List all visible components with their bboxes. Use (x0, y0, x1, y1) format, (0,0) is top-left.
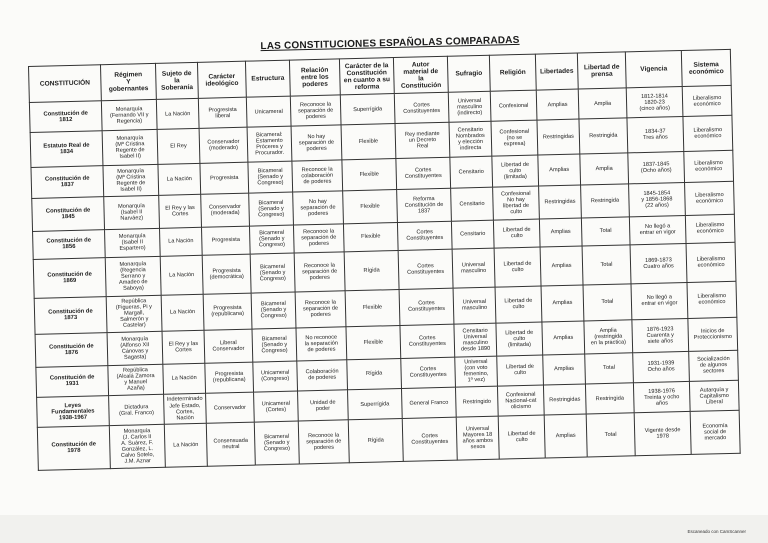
cell-sistema-economico: Liberalismo económico (684, 150, 734, 183)
scan-margin (0, 515, 768, 543)
cell-estructura: Bicameral (Senado y Congreso) (249, 225, 294, 254)
header-constitucion: CONSTITUCIÓN (29, 65, 102, 103)
cell-relacion-poderes: No hay separación de poderes (291, 125, 342, 161)
header-sistema-economico: Sistema económico (681, 49, 731, 86)
cell-soberania: La Nación (158, 163, 201, 195)
cell-vigencia: 1837-1845 (Ocho años) (628, 151, 685, 184)
cell-relacion-poderes: Reconoce la separación de poderes (290, 95, 341, 127)
cell-constitucion: Estatuto Real de 1834 (30, 131, 103, 167)
cell-regimen: Monarquía (Regencia Serrano y Amadeo de Saboya) (105, 256, 161, 296)
header-caracter-reforma: Carácter de la Constitución en cuanto a su reforma (339, 58, 394, 95)
header-libertades: Libertades (535, 53, 578, 90)
cell-caracter-ideologico: Consensuada neutral (206, 422, 255, 466)
cell-sistema-economico: Liberalismo económico (687, 281, 737, 319)
cell-estructura: Bicameral: Estamento Próceres y Procurador. (247, 126, 292, 162)
header-religion: Religión (489, 54, 536, 91)
cell-relacion-poderes: Reconoce la separación de poderes (298, 420, 349, 464)
cell-caracter-reforma: Rígida (344, 251, 399, 291)
cell-sistema-economico: Socialización de algunos sectores (689, 350, 739, 382)
cell-soberania: La Nación (163, 363, 206, 394)
cell-regimen: Monarquía (Isabel II Narváez) (104, 196, 160, 230)
cell-caracter-reforma: Rígida (348, 419, 403, 463)
cell-estructura: Bicameral (Senado y Congreso) (248, 161, 293, 193)
cell-autor-material: Cortes Constituyentes (397, 221, 452, 251)
cell-estructura: Bicameral (Senado y Congreso) (251, 292, 296, 330)
cell-autor-material: Rey mediante un Decreto Real (395, 123, 450, 159)
cell-libertad-prensa: Restringida (581, 184, 630, 218)
cell-sistema-economico: Autarquía y Capitalismo Liberal (689, 380, 739, 412)
cell-estructura: Bicameral (Senado y Congreso) (252, 328, 297, 362)
cell-religion: Libertad de culto (495, 286, 542, 324)
cell-sufragio: Universal Mayores 18 años ambos sexos (456, 416, 499, 460)
cell-relacion-poderes: No hay separación de poderes (293, 191, 344, 225)
cell-religion: Libertad de culto (494, 247, 541, 287)
cell-constitucion: Constitución de 1856 (33, 229, 106, 259)
cell-caracter-ideologico: Progresista (200, 162, 249, 195)
cell-vigencia: No llegó a entrar en vigor (629, 215, 686, 245)
header-estructura: Estructura (245, 60, 290, 97)
cell-vigencia: No llegó a entrar en vigor (631, 282, 688, 320)
header-sufragio: Sufragio (447, 55, 490, 92)
cell-relacion-poderes: Unidad de poder (298, 390, 349, 422)
cell-libertad-prensa: Amplia (restringida en la práctica) (584, 320, 633, 354)
cell-caracter-reforma: Flexible (346, 326, 401, 360)
cell-libertad-prensa: Amplia (578, 88, 627, 120)
cell-relacion-poderes: No reconoce la separación de poderes (296, 327, 347, 361)
cell-caracter-ideologico: Progresista (201, 226, 250, 256)
cell-caracter-ideologico: Progresista (democrática) (202, 254, 251, 294)
cell-autor-material: Cortes Constituyentes (399, 288, 454, 326)
cell-soberania: La Nación (159, 227, 202, 256)
cell-regimen: Monarquía (J. Carlos II A. Suárez, F. González, L. Calvo Sotelo, J.M. Aznar (109, 425, 165, 469)
cell-libertad-prensa: Total (581, 217, 630, 247)
cell-libertad-prensa: Total (585, 352, 634, 384)
cell-constitucion: Constitución de 1873 (34, 296, 107, 334)
cell-estructura: Bicameral (Senado y Congreso) (254, 421, 299, 465)
cell-religion: Libertad de culto (497, 355, 544, 387)
cell-estructura: Bicameral (Senado y Congreso) (249, 192, 294, 226)
cell-sistema-economico: Inicios de Proteccionismo (688, 317, 738, 351)
cell-constitucion: Constitución de 1978 (37, 426, 110, 470)
cell-libertad-prensa: Total (583, 283, 632, 321)
cell-sufragio: Universal masculino (453, 287, 496, 324)
cell-relacion-poderes: Reconoce la separación de poderes (294, 252, 345, 292)
cell-relacion-poderes: Reconoce la separación de poderes (293, 224, 344, 254)
cell-constitucion: Constitución de 1812 (29, 101, 102, 133)
cell-religion: Confesional (no se expresa) (491, 120, 538, 156)
cell-relacion-poderes: Colaboración de poderes (297, 359, 348, 391)
cell-autor-material: Cortes Constituyentes (401, 357, 456, 389)
comparison-table-wrapper (28, 49, 740, 471)
cell-estructura: Unicameral (246, 96, 291, 127)
cell-autor-material: Cortes Constituyentes (402, 417, 457, 461)
cell-sufragio: Censitario (451, 187, 494, 220)
cell-regimen: Monarquía (Fernando VII y Regencia) (101, 99, 157, 131)
header-regimen: Régimen Y gobernantes (100, 63, 156, 100)
scanner-watermark: Escaneado con CamScanner (687, 529, 746, 534)
cell-libertad-prensa: Restringida (585, 383, 634, 415)
cell-regimen: Monarquía (Alfonso XII Cánovas y Sagasta) (107, 331, 163, 365)
cell-sufragio: Universal masculino (indirecto) (448, 91, 491, 122)
header-soberania: Sujeto de la Soberanía (155, 62, 198, 99)
cell-sufragio: Censitario (450, 156, 493, 188)
cell-libertades: Amplias (544, 414, 587, 458)
cell-autor-material: Cortes Constituyentes (398, 249, 453, 289)
header-autor-material: Autor material de la Constitución (393, 56, 448, 93)
cell-sistema-economico: Liberalismo económico (685, 214, 735, 244)
cell-libertades: Amplias (540, 246, 583, 286)
cell-constitucion: Constitución de 1876 (35, 333, 108, 367)
cell-sufragio: Censitario Universal masculino desde 1890 (454, 323, 497, 356)
cell-sufragio: Universal (con voto femenino, 1ª vez) (455, 356, 498, 387)
cell-religion: Libertad de culto (limitada) (492, 155, 539, 188)
cell-soberania: El Rey y las Cortes (162, 330, 205, 363)
cell-libertades: Amplias (541, 285, 584, 322)
cell-vigencia: 1812-1814 1820-23 (cinco años) (626, 87, 683, 119)
header-libertad-prensa: Libertad de prensa (577, 52, 626, 89)
cell-caracter-ideologico: Conservador (moderada) (201, 193, 250, 227)
cell-vigencia: 1938-1976 Treinta y ocho años (633, 381, 690, 413)
cell-soberania: La Nación (164, 424, 207, 468)
cell-caracter-reforma: Flexible (342, 158, 397, 191)
cell-religion: Libertad de culto (limitada) (496, 322, 543, 356)
cell-caracter-reforma: Superrígida (340, 94, 395, 126)
cell-libertad-prensa: Total (582, 245, 631, 285)
cell-religion: Confesional No hay libertad de culto (493, 186, 540, 220)
cell-libertad-prensa: Total (586, 413, 635, 457)
cell-constitucion: Constitución de 1869 (33, 258, 106, 298)
cell-estructura: Unicameral (Cortes) (254, 391, 299, 422)
cell-soberania: La Nación (160, 255, 203, 295)
cell-constitucion: Constitución de 1837 (31, 166, 104, 199)
cell-libertades: Amplias (539, 218, 582, 247)
cell-libertad-prensa: Amplia (580, 153, 629, 186)
table-body (29, 85, 740, 470)
cell-sistema-economico: Liberalismo económico (685, 182, 735, 216)
cell-autor-material: Cortes Constituyentes (396, 157, 451, 190)
cell-vigencia: 1869-1873 Cuatro años (630, 244, 687, 284)
cell-regimen: Dictadura (Gral. Franco) (109, 394, 165, 426)
cell-vigencia: 1931-1939 Ocho años (633, 351, 690, 383)
cell-estructura: Bicameral (Senado y Congreso) (250, 253, 295, 293)
header-relacion-poderes: Relación entre los poderes (289, 59, 340, 96)
cell-religion: Confesional Nacional-cat olicismo (497, 385, 544, 417)
cell-caracter-reforma: Flexible (343, 190, 398, 224)
cell-vigencia: 1876-1923 Cuarenta y siete años (632, 319, 689, 353)
cell-caracter-reforma: Flexible (341, 124, 396, 160)
cell-soberania: El Rey (157, 129, 200, 164)
cell-regimen: República (Figueras, Pi y Margall, Salmerón y Castelar) (106, 295, 162, 333)
cell-regimen: República (Alcalá Zamora y Manuel Azaña) (108, 364, 164, 396)
cell-sufragio: Restringido (455, 386, 498, 417)
cell-vigencia: Vigente desde 1978 (634, 412, 691, 456)
cell-relacion-poderes: Reconoce la separación de poderes (295, 290, 346, 328)
cell-sistema-economico: Liberalismo económico (686, 242, 736, 282)
cell-libertad-prensa: Restringida (579, 118, 628, 154)
cell-sistema-economico: Liberalismo económico (682, 85, 732, 117)
cell-caracter-ideologico: Conservador (moderado) (199, 128, 248, 164)
cell-autor-material: Cortes Constituyentes (394, 92, 449, 124)
cell-soberania: La Nación (156, 98, 199, 129)
document-title: LAS CONSTITUCIONES ESPAÑOLAS COMPARADAS (260, 34, 520, 53)
cell-caracter-ideologico: Progresista (republicana) (203, 293, 252, 331)
cell-libertades: Restringidas (539, 185, 582, 218)
cell-estructura: Unicameral (Congreso) (253, 361, 298, 392)
cell-libertades: Amplias (542, 321, 585, 354)
cell-libertades: Amplias (543, 354, 586, 385)
cell-caracter-reforma: Flexible (343, 222, 398, 252)
cell-vigencia: 1834-37 Tres años (627, 117, 684, 153)
header-caracter-ideologico: Carácter ideológico (197, 61, 246, 98)
cell-regimen: Monarquía (Mª Cristina Regente de Isabel II) (102, 130, 158, 166)
cell-constitucion: Constitución de 1931 (36, 365, 109, 397)
cell-sufragio: Universal masculino (452, 248, 495, 288)
cell-constitucion: Constitución de 1845 (32, 197, 105, 231)
cell-soberania: El Rey y las Cortes (159, 195, 202, 228)
constitutions-table (28, 49, 741, 471)
cell-relacion-poderes: Reconoce la colaboración de poderes (292, 160, 343, 193)
cell-caracter-reforma: Superrígida (348, 388, 403, 420)
cell-libertades: Restringidas (543, 384, 586, 415)
cell-libertades: Amplias (538, 154, 581, 186)
header-vigencia: Vigencia (625, 51, 682, 88)
cell-caracter-ideologico: Liberal Conservador (204, 329, 253, 363)
cell-caracter-ideologico: Progresista liberal (198, 97, 247, 129)
cell-caracter-reforma: Flexible (345, 289, 400, 327)
cell-regimen: Monarquía (Isabel II Espartero) (105, 228, 161, 258)
cell-sistema-economico: Liberalismo económico (683, 116, 733, 152)
cell-caracter-ideologico: Progresista (republicana) (205, 362, 254, 394)
cell-libertades: Amplias (536, 89, 579, 120)
cell-religion: Confesional (490, 90, 537, 122)
cell-sistema-economico: Economía social de mercado (690, 411, 740, 455)
cell-constitucion: Leyes Fundamentales 1938-1967 (37, 396, 110, 428)
cell-caracter-reforma: Rígida (347, 358, 402, 390)
cell-autor-material: Reforma Constitución de 1837 (397, 188, 452, 222)
cell-sufragio: Censitario Nombrados y elección indirecta (449, 122, 492, 157)
cell-autor-material: Cortes Constituyentes (400, 324, 455, 358)
cell-soberania: La Nación (161, 294, 204, 331)
cell-vigencia: 1845-1854 y 1856-1868 (22 años) (629, 183, 686, 217)
cell-autor-material: General Franco (401, 387, 456, 419)
cell-sufragio: Censitario (451, 220, 494, 249)
cell-religion: Libertad de culto (498, 415, 545, 459)
cell-caracter-ideologico: Conservador (206, 392, 255, 424)
cell-soberania: Indeterminado Jefe Estado, Cortes, Nación (164, 393, 207, 424)
cell-libertades: Restringidas (537, 119, 580, 154)
cell-religion: Libertad de culto (493, 219, 540, 248)
cell-regimen: Monarquía (Mª Cristina Regente de Isabel II) (103, 164, 159, 197)
